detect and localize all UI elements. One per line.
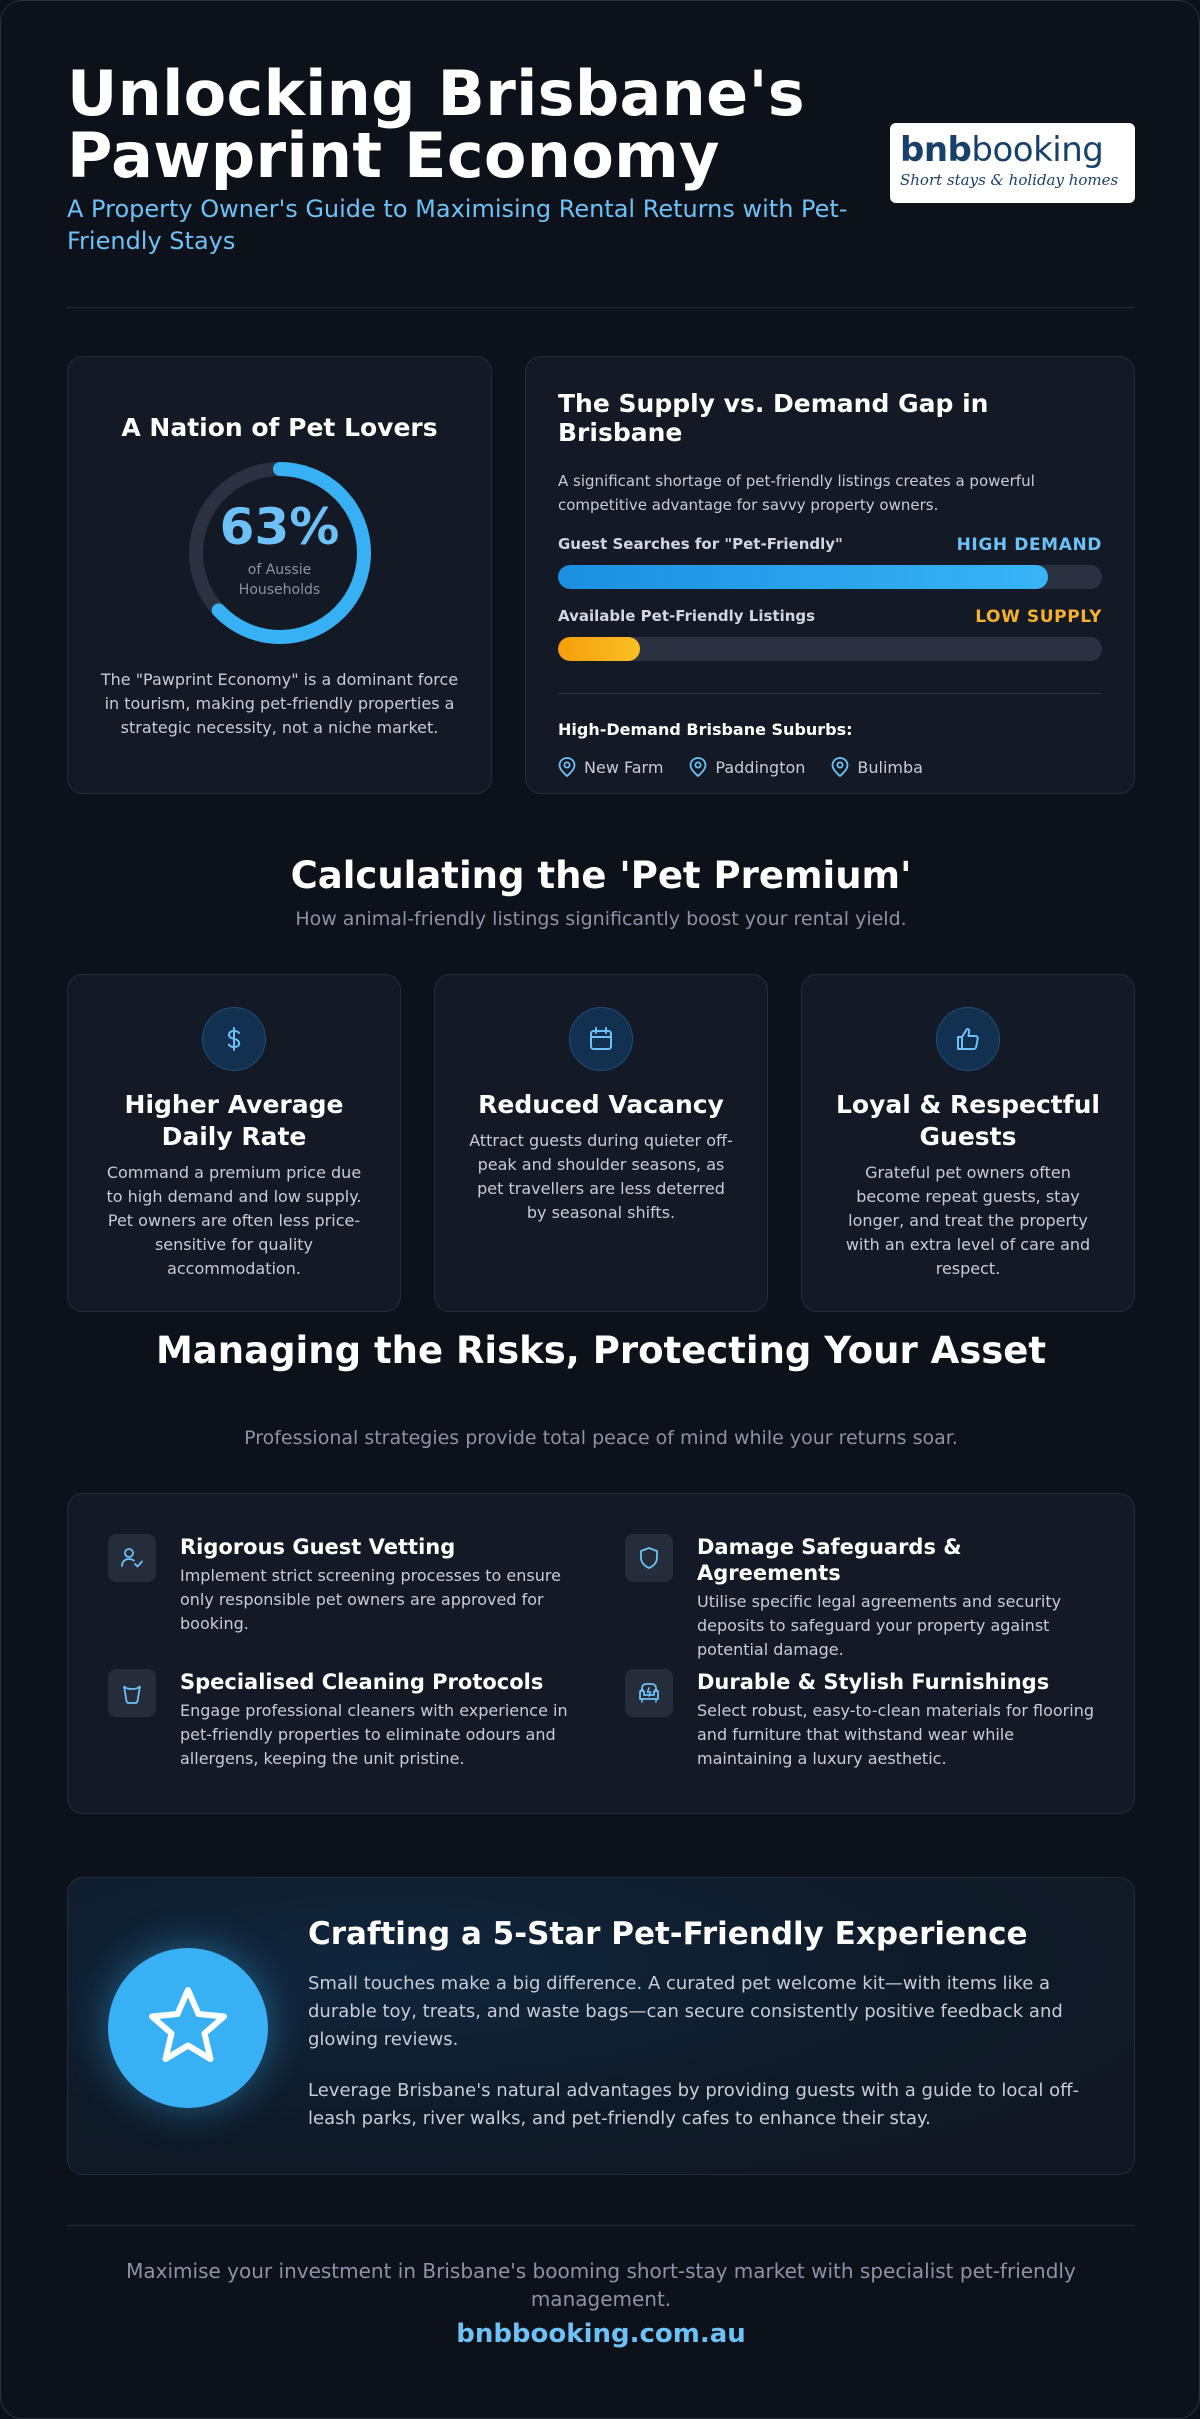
risks-card	[67, 1493, 1135, 1814]
page-subtitle: A Property Owner's Guide to Maximising Rental Returns with Pet-Friendly Stays	[67, 195, 848, 255]
supply-bar-track	[558, 637, 1102, 661]
supply-demand-card	[525, 356, 1135, 794]
shield-icon	[625, 1534, 673, 1582]
risk-body: Utilise specific legal agreements and security deposits to safeguard your property against potential damage.	[697, 1592, 1062, 1659]
supply-description: A significant shortage of pet-friendly listings creates a powerful competitive advantage for savvy property owners.	[558, 472, 1035, 514]
nation-card	[67, 356, 492, 794]
premium-card-title: Higher Average Daily Rate	[124, 1090, 344, 1151]
suburb-item	[831, 757, 923, 777]
premium-card-guests	[801, 974, 1135, 1312]
premium-title: Calculating the 'Pet Premium'	[290, 854, 912, 897]
premium-card-body: Attract guests during quieter off-peak and shoulder seasons, as pet travellers are less deterred by seasonal shifts.	[469, 1131, 733, 1222]
demand-bar-track	[558, 565, 1102, 589]
premium-card-rate	[67, 974, 401, 1312]
logo-wordmark-bold: bnb	[900, 130, 972, 170]
risk-item	[625, 1534, 1105, 1662]
demand-bar-label: Guest Searches for "Pet-Friendly"	[558, 535, 843, 553]
premium-card-vacancy	[434, 974, 768, 1312]
supply-heading: The Supply vs. Demand Gap in Brisbane	[558, 389, 989, 447]
premium-card-body: Command a premium price due to high demand and low supply. Pet owners are often less price-sensitive for quality accommodation.	[106, 1163, 362, 1278]
suburb-name: Bulimba	[857, 757, 923, 777]
logo-wordmark-rest: booking	[971, 130, 1104, 170]
risk-body: Select robust, easy-to-clean materials for flooring and furniture that withstand wear while maintaining a luxury aesthetic.	[697, 1701, 1094, 1768]
risk-title: Rigorous Guest Vetting	[180, 1535, 456, 1559]
armchair-icon	[625, 1669, 673, 1717]
premium-card-body: Grateful pet owners often become repeat guests, stay longer, and treat the property with an extra level of care and respect.	[845, 1163, 1091, 1278]
premium-card-title: Reduced Vacancy	[478, 1090, 724, 1119]
risks-subtitle: Professional strategies provide total peace of mind while your returns soar.	[244, 1427, 958, 1449]
header	[67, 57, 1135, 263]
suburb-item	[689, 757, 805, 777]
experience-card	[67, 1877, 1135, 2175]
ring-caption: of Aussie Households	[238, 562, 321, 598]
supply-bar-header	[558, 607, 1102, 627]
experience-paragraph-1: Small touches make a big difference. A curated pet welcome kit—with items like a durable toy, treats, and waste bags—can secure consistently positive feedback and glowing reviews.	[308, 1973, 1063, 2050]
dollar-icon	[202, 1007, 266, 1071]
percent-ring	[185, 458, 375, 648]
experience-paragraph-2: Leverage Brisbane's natural advantages by providing guests with a guide to local off-leash parks, river walks, and pet-friendly cafes to enhance their stay.	[308, 2080, 1079, 2129]
supply-bar-fill	[558, 637, 640, 661]
user-check-icon	[108, 1534, 156, 1582]
logo-wordmark	[900, 131, 1123, 169]
map-pin-icon	[831, 757, 849, 777]
page-title: Unlocking Brisbane's Pawprint Economy	[67, 57, 805, 192]
suburb-list	[558, 757, 1102, 777]
map-pin-icon	[558, 757, 576, 777]
demand-bar-fill	[558, 565, 1048, 589]
star-icon	[142, 1982, 234, 2074]
ring-percent: 63%	[219, 498, 340, 556]
suburb-name: Paddington	[715, 757, 806, 777]
risk-body: Engage professional cleaners with experience in pet-friendly properties to eliminate odours and allergens, keeping the unit pristine.	[180, 1701, 568, 1768]
risk-body: Implement strict screening processes to ensure only responsible pet owners are approved for booking.	[180, 1566, 561, 1633]
footer-divider	[67, 2225, 1135, 2226]
logo-tagline: Short stays & holiday homes	[900, 171, 1119, 189]
header-divider	[67, 307, 1135, 308]
calendar-icon	[569, 1007, 633, 1071]
supply-bar-label: Available Pet-Friendly Listings	[558, 607, 816, 625]
demand-tag: HIGH DEMAND	[956, 535, 1102, 555]
risks-title: Managing the Risks, Protecting Your Asset	[155, 1329, 1047, 1372]
risk-item	[108, 1534, 588, 1636]
risk-item	[108, 1669, 588, 1771]
supply-divider	[558, 693, 1102, 694]
bucket-icon	[108, 1669, 156, 1717]
experience-title: Crafting a 5-Star Pet-Friendly Experience	[308, 1916, 1028, 1952]
thumbs-up-icon	[936, 1007, 1000, 1071]
demand-bar-header	[558, 535, 1102, 555]
nation-heading: A Nation of Pet Lovers	[121, 413, 438, 442]
risk-item	[625, 1669, 1105, 1771]
bnbbooking-logo	[890, 123, 1135, 203]
risk-title: Specialised Cleaning Protocols	[180, 1670, 544, 1694]
star-badge	[108, 1948, 268, 2108]
risk-title: Damage Safeguards & Agreements	[697, 1535, 962, 1585]
footer-text: Maximise your investment in Brisbane's booming short-stay market with specialist pet-friendly management.	[126, 2259, 1076, 2311]
premium-subtitle: How animal-friendly listings significantly boost your rental yield.	[295, 908, 907, 930]
map-pin-icon	[689, 757, 707, 777]
footer-website-link[interactable]: bnbbooking.com.au	[456, 2319, 746, 2349]
premium-card-title: Loyal & Respectful Guests	[835, 1090, 1100, 1151]
risk-title: Durable & Stylish Furnishings	[697, 1670, 1050, 1694]
suburbs-heading: High-Demand Brisbane Suburbs:	[558, 720, 853, 739]
supply-tag: LOW SUPPLY	[975, 607, 1102, 627]
suburb-name: New Farm	[584, 757, 664, 777]
nation-body: The "Pawprint Economy" is a dominant force in tourism, making pet-friendly properties a strategic necessity, not a niche market.	[100, 670, 459, 737]
suburb-item	[558, 757, 663, 777]
